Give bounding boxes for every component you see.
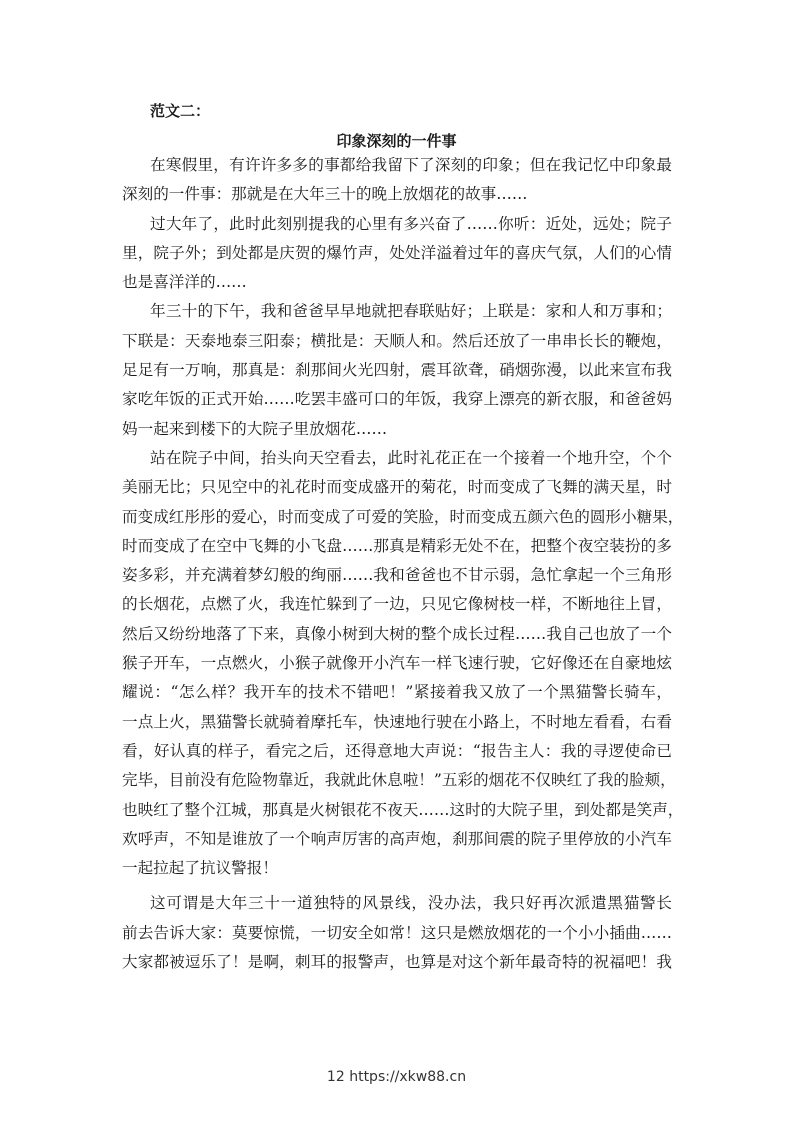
text-line: 完毕，目前没有危险物靠近，我就此休息啦！”五彩的烟花不仅映红了我的脸颊， (122, 771, 676, 790)
text-line: 耀说：“怎么样？我开车的技术不错吧！”紧接着我又放了一个黑猫警长骑车， (122, 683, 672, 702)
text-line: 前去告诉大家：莫要惊慌，一切安全如常！这只是燃放烟花的一个小小插曲…… (122, 923, 672, 942)
text-line: 深刻的一件事：那就是在大年三十的晚上放烟花的故事…… (122, 185, 528, 204)
text-line: 而变成红彤彤的爱心，时而变成了可爱的笑脸，时而变成五颜六色的圆形小糖果， (122, 507, 684, 526)
text-line: 也映红了整个江城，那真是火树银花不夜天……这时的大院子里，到处都是笑声， (122, 800, 684, 819)
text-line: 欢呼声，不知是谁放了一个响声厉害的高声炮，刹那间震的院子里停放的小汽车 (122, 829, 672, 848)
text-line: 也是喜洋洋的…… (122, 273, 247, 292)
text-line: 猴子开车，一点燃火，小猴子就像开小汽车一样飞速行驶，它好像还在自豪地炫 (122, 654, 672, 673)
text-line: 美丽无比；只见空中的礼花时而变成盛开的菊花，时而变成了飞舞的满天星，时 (122, 478, 672, 497)
text-line: 一点上火，黑猫警长就骑着摩托车，快速地行驶在小路上，不时地左看看，右看 (122, 712, 672, 731)
text-line: 下联是：天泰地泰三阳泰；横批是：天顺人和。然后还放了一串串长长的鞭炮， (122, 331, 672, 350)
text-line: 然后又纷纷地落了下来，真像小树到大树的整个成长过程……我自己也放了一个 (122, 624, 672, 643)
essay-title: 印象深刻的一件事 (336, 132, 457, 150)
text-line: 过大年了，此时此刻别提我的心里有多兴奋了……你听：近处，远处；院子 (150, 214, 672, 233)
text-line: 看，好认真的样子，看完之后，还得意地大声说：“报告主人：我的寻逻使命已 (122, 741, 672, 760)
text-line: 妈一起来到楼下的大院子里放烟花…… (122, 419, 388, 438)
source-url: https://xkw88.cn (349, 1069, 467, 1085)
text-line: 姿多彩，并充满着梦幻般的绚丽……我和爸爸也不甘示弱，急忙拿起一个三角形 (122, 566, 672, 585)
text-line: 这可谓是大年三十一道独特的风景线，没办法，我只好再次派遣黑猫警长 (150, 894, 672, 913)
text-line: 足足有一万响，那真是：刹那间火光四射，震耳欲聋，硝烟弥漫，以此来宣布我 (122, 361, 672, 380)
essay-body (122, 151, 684, 977)
text-line: 一起拉起了抗议警报！ (122, 859, 278, 878)
text-line: 时而变成了在空中飞舞的小飞盘……那真是精彩无处不在，把整个夜空装扮的多 (122, 536, 672, 555)
page-footer (0, 1069, 793, 1085)
text-line: 站在院子中间，抬头向天空看去，此时礼花正在一个接着一个地升空，个个 (150, 448, 672, 467)
essay-label: 范文二： (150, 102, 211, 120)
text-line: 在寒假里，有许许多多的事都给我留下了深刻的印象；但在我记忆中印象最 (150, 156, 672, 174)
text-line: 家吃年饭的正式开始……吃罢丰盛可口的年饭，我穿上漂亮的新衣服，和爸爸妈 (122, 390, 672, 409)
text-line: 大家都被逗乐了！是啊，刺耳的报警声，也算是对这个新年最奇特的祝福吧！我 (122, 953, 672, 972)
page-number: 12 (326, 1069, 345, 1085)
text-line: 的长烟花，点燃了火，我连忙躲到了一边，只见它像树枝一样，不断地往上冒， (122, 595, 672, 614)
text-line: 里，院子外；到处都是庆贺的爆竹声，处处洋溢着过年的喜庆气氛，人们的心情 (122, 243, 672, 262)
text-line: 年三十的下午，我和爸爸早早地就把春联贴好；上联是：家和人和万事和； (150, 302, 672, 321)
